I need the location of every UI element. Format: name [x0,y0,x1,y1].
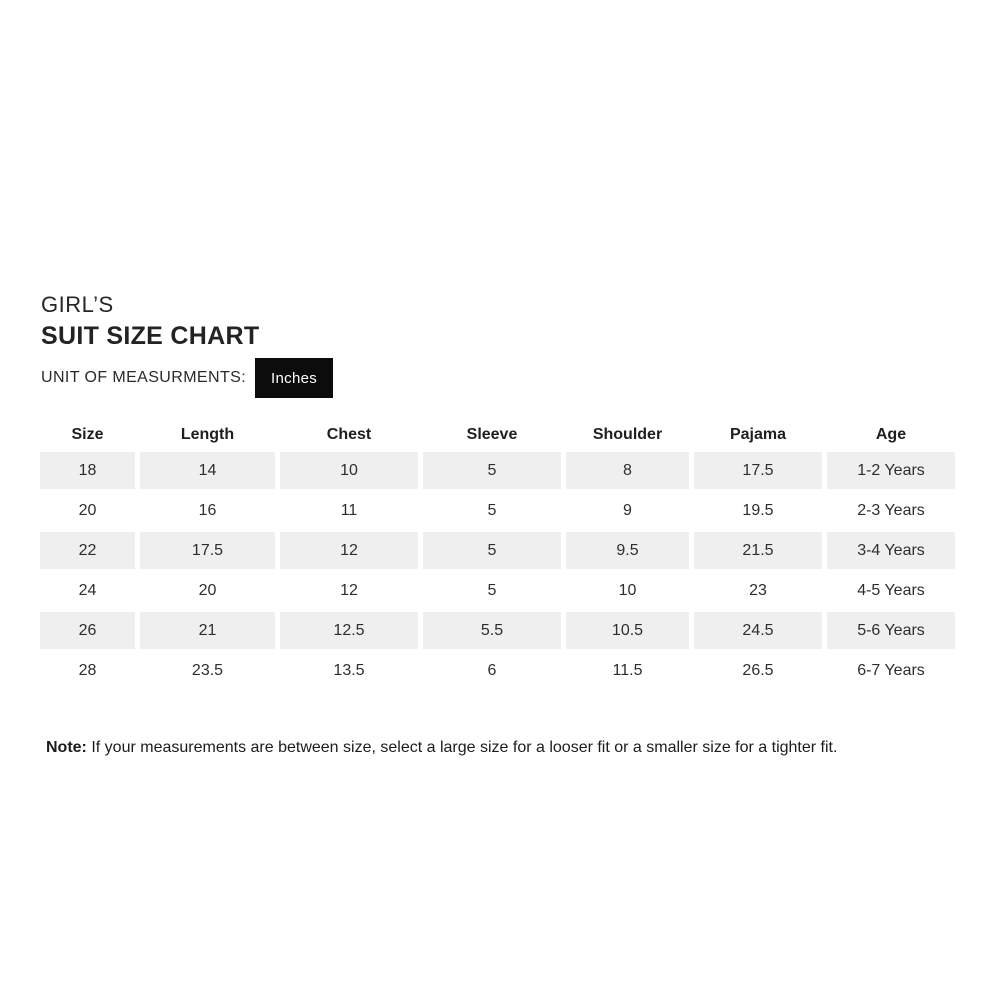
table-cell: 11.5 [612,661,643,679]
table-cell: 12 [340,581,358,599]
table-cell: 12.5 [280,612,418,649]
table-cell: 2-3 Years [857,501,925,519]
column-header-length: Length [180,425,235,443]
column-header-sleeve: Sleeve [466,425,518,443]
table-cell: 19.5 [742,501,774,519]
table-cell: 4-5 Years [857,581,925,599]
table-cell: 17.5 [694,452,822,489]
chart-title: SUIT SIZE CHART [41,322,260,350]
note-text: If your measurements are between size, select a large size for a looser fit or a smaller size for a tighter fit. [91,739,838,756]
table-cell: 9 [623,501,632,519]
note-label: Note: [46,739,87,756]
table-cell: 1-2 Years [827,452,955,489]
table-cell: 21.5 [694,532,822,569]
table-cell: 18 [40,452,135,489]
table-cell: 5 [487,581,497,599]
unit-of-measurement-row [41,358,955,398]
table-cell: 24.5 [694,612,822,649]
table-cell: 5 [423,532,561,569]
table-cell: 9.5 [566,532,689,569]
table-cell: 21 [140,612,275,649]
fit-note [46,737,861,758]
table-cell: 6-7 Years [857,661,925,679]
table-cell: 28 [78,661,97,679]
table-cell: 20 [198,581,217,599]
table-cell: 5 [423,452,561,489]
column-header-size: Size [71,425,104,443]
table-cell: 17.5 [140,532,275,569]
table-cell: 11 [340,501,358,519]
table-cell: 20 [78,501,97,519]
table-cell: 12 [280,532,418,569]
table-cell: 8 [566,452,689,489]
table-cell: 10 [280,452,418,489]
unit-badge-inches[interactable]: Inches [255,358,333,398]
column-header-age: Age [875,425,907,443]
table-cell: 26.5 [742,661,774,679]
table-cell: 5 [487,501,497,519]
table-cell: 23 [749,581,767,599]
column-header-shoulder: Shoulder [592,425,663,443]
table-cell: 16 [198,501,217,519]
table-cell: 13.5 [333,661,365,679]
unit-label: UNIT OF MEASURMENTS: [41,369,247,386]
chart-subtitle: GIRL’S [41,292,114,317]
table-cell: 5-6 Years [827,612,955,649]
table-cell: 22 [40,532,135,569]
table-cell: 3-4 Years [827,532,955,569]
column-header-chest: Chest [326,425,372,443]
table-cell: 10.5 [566,612,689,649]
size-chart-table [40,420,955,689]
table-cell: 5.5 [423,612,561,649]
table-cell: 10 [618,581,637,599]
table-cell: 6 [487,661,497,679]
table-cell: 26 [40,612,135,649]
table-cell: 14 [140,452,275,489]
column-header-pajama: Pajama [729,425,787,443]
table-cell: 24 [78,581,97,599]
table-cell: 23.5 [191,661,224,679]
